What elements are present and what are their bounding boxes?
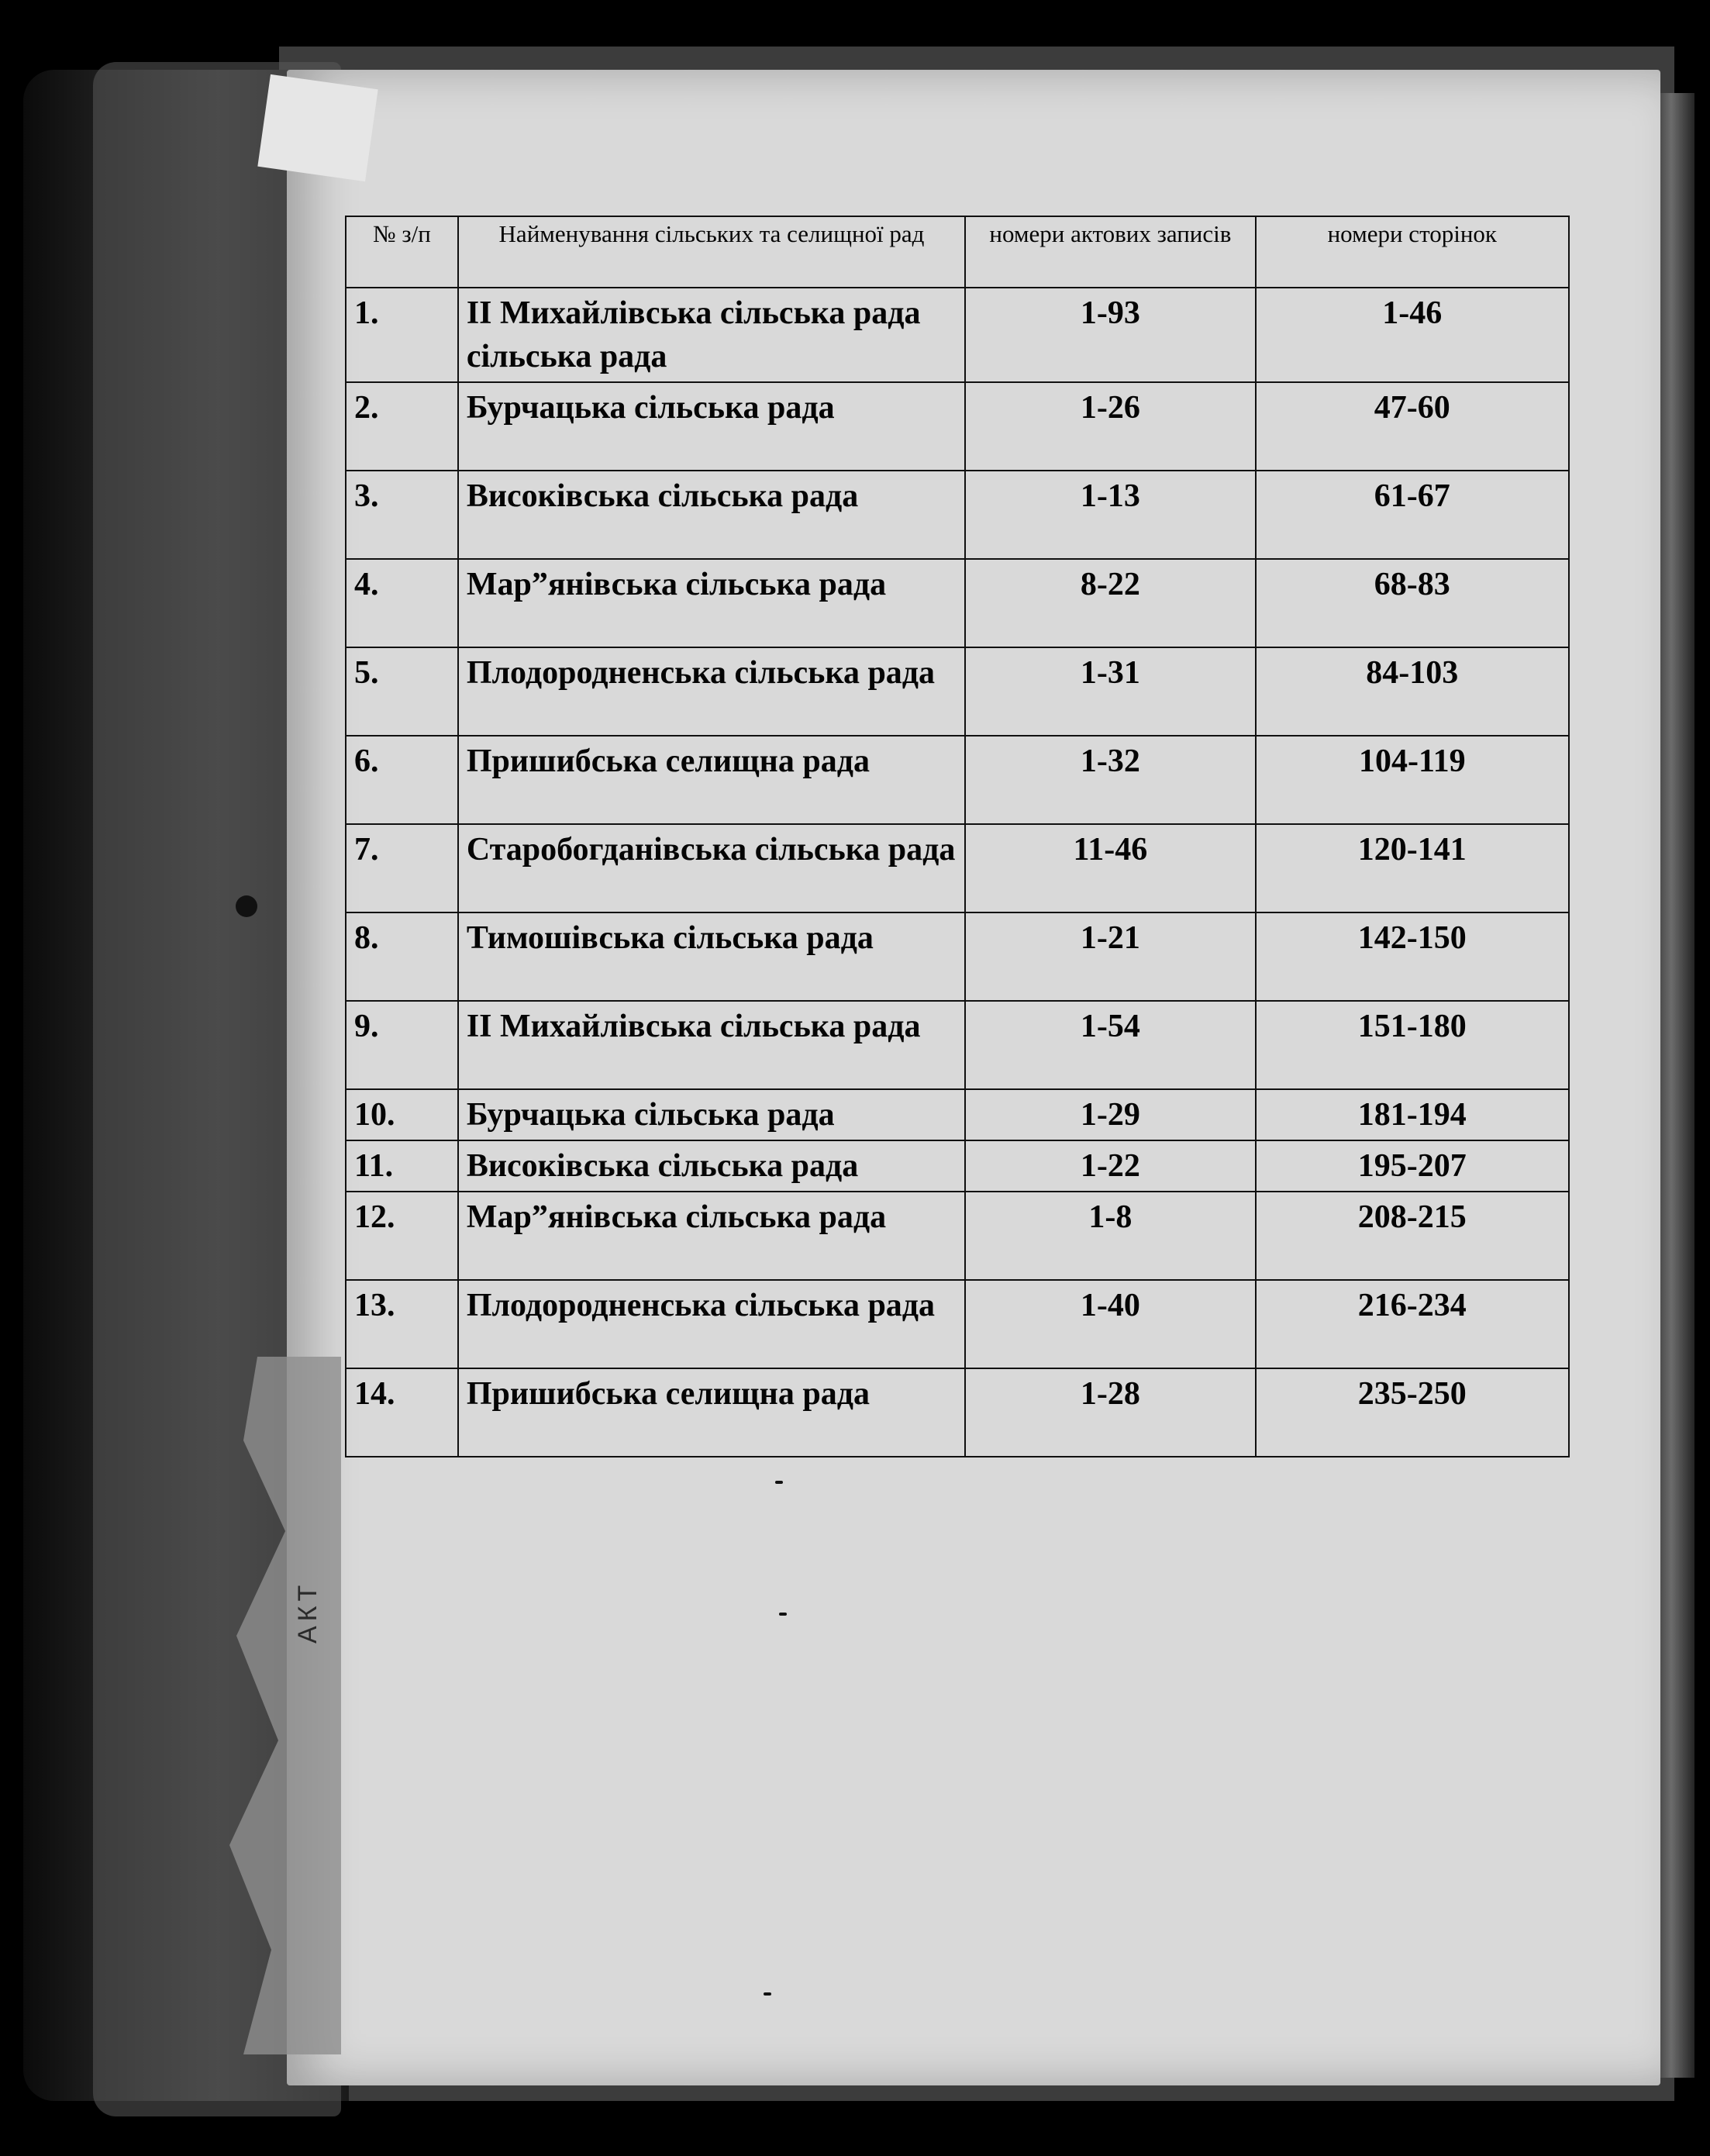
- row-name: ІІ Михайлівська сільська рада: [458, 1001, 965, 1089]
- row-name: Пришибська селищна рада: [458, 736, 965, 824]
- row-pages: 1-46: [1256, 288, 1569, 382]
- speck: [764, 1992, 771, 1996]
- table-row: [346, 1280, 1569, 1368]
- row-pages: 120-141: [1256, 824, 1569, 912]
- row-acts: 1-40: [965, 1280, 1255, 1368]
- row-acts: 1-8: [965, 1192, 1255, 1280]
- row-acts: 1-26: [965, 382, 1255, 471]
- stamp-text: АКТ: [293, 1580, 322, 1644]
- row-number: 6.: [346, 736, 458, 824]
- row-pages: 181-194: [1256, 1089, 1569, 1140]
- row-number: 1.: [346, 288, 458, 382]
- table-header-row: [346, 216, 1569, 288]
- row-pages: 84-103: [1256, 647, 1569, 736]
- row-acts: 1-29: [965, 1089, 1255, 1140]
- row-acts: 8-22: [965, 559, 1255, 647]
- table-row: [346, 912, 1569, 1001]
- table-row: [346, 647, 1569, 736]
- row-number: 7.: [346, 824, 458, 912]
- row-name: Плодородненська сільська рада: [458, 1280, 965, 1368]
- row-name: Мар”янівська сільська рада: [458, 1192, 965, 1280]
- row-pages: 68-83: [1256, 559, 1569, 647]
- row-acts: 1-28: [965, 1368, 1255, 1457]
- table-row: [346, 1192, 1569, 1280]
- table-row: [346, 559, 1569, 647]
- row-name: Пришибська селищна рада: [458, 1368, 965, 1457]
- row-pages: 235-250: [1256, 1368, 1569, 1457]
- row-pages: 216-234: [1256, 1280, 1569, 1368]
- row-name: Бурчацька сільська рада: [458, 1089, 965, 1140]
- row-name: Старобогданівська сільська рада: [458, 824, 965, 912]
- row-pages: 61-67: [1256, 471, 1569, 559]
- row-name: Високівська сільська рада: [458, 1140, 965, 1192]
- speck: [775, 1481, 783, 1484]
- row-pages: 195-207: [1256, 1140, 1569, 1192]
- row-pages: 151-180: [1256, 1001, 1569, 1089]
- row-number: 5.: [346, 647, 458, 736]
- table-row: [346, 1001, 1569, 1089]
- row-number: 3.: [346, 471, 458, 559]
- row-name: ІІ Михайлівська сільська рада сільська рада: [458, 288, 965, 382]
- row-number: 14.: [346, 1368, 458, 1457]
- speck: [779, 1613, 787, 1616]
- header-pages: номери сторінок: [1256, 216, 1569, 288]
- row-number: 12.: [346, 1192, 458, 1280]
- table-row: [346, 736, 1569, 824]
- row-pages: 208-215: [1256, 1192, 1569, 1280]
- row-number: 2.: [346, 382, 458, 471]
- row-name: Мар”янівська сільська рада: [458, 559, 965, 647]
- row-pages: 47-60: [1256, 382, 1569, 471]
- table-row: [346, 288, 1569, 382]
- row-name: Тимошівська сільська рада: [458, 912, 965, 1001]
- row-acts: 1-22: [965, 1140, 1255, 1192]
- header-acts: номери актових записів: [965, 216, 1255, 288]
- header-name: Найменування сільських та селищної рад: [458, 216, 965, 288]
- row-acts: 1-13: [965, 471, 1255, 559]
- row-number: 9.: [346, 1001, 458, 1089]
- table-row: [346, 471, 1569, 559]
- row-number: 11.: [346, 1140, 458, 1192]
- row-number: 8.: [346, 912, 458, 1001]
- row-number: 4.: [346, 559, 458, 647]
- table-row: [346, 382, 1569, 471]
- row-pages: 142-150: [1256, 912, 1569, 1001]
- row-name: Бурчацька сільська рада: [458, 382, 965, 471]
- row-name: Високівська сільська рада: [458, 471, 965, 559]
- index-table: [345, 216, 1570, 1457]
- row-acts: 1-54: [965, 1001, 1255, 1089]
- row-name: Плодородненська сільська рада: [458, 647, 965, 736]
- table-row: [346, 1089, 1569, 1140]
- table-row: [346, 824, 1569, 912]
- row-acts: 11-46: [965, 824, 1255, 912]
- header-number: № з/п: [346, 216, 458, 288]
- row-acts: 1-93: [965, 288, 1255, 382]
- torn-paper-corner: [257, 74, 378, 181]
- row-number: 10.: [346, 1089, 458, 1140]
- row-acts: 1-32: [965, 736, 1255, 824]
- row-acts: 1-21: [965, 912, 1255, 1001]
- punch-hole: [236, 895, 257, 917]
- row-acts: 1-31: [965, 647, 1255, 736]
- row-pages: 104-119: [1256, 736, 1569, 824]
- table-row: [346, 1368, 1569, 1457]
- table-row: [346, 1140, 1569, 1192]
- row-number: 13.: [346, 1280, 458, 1368]
